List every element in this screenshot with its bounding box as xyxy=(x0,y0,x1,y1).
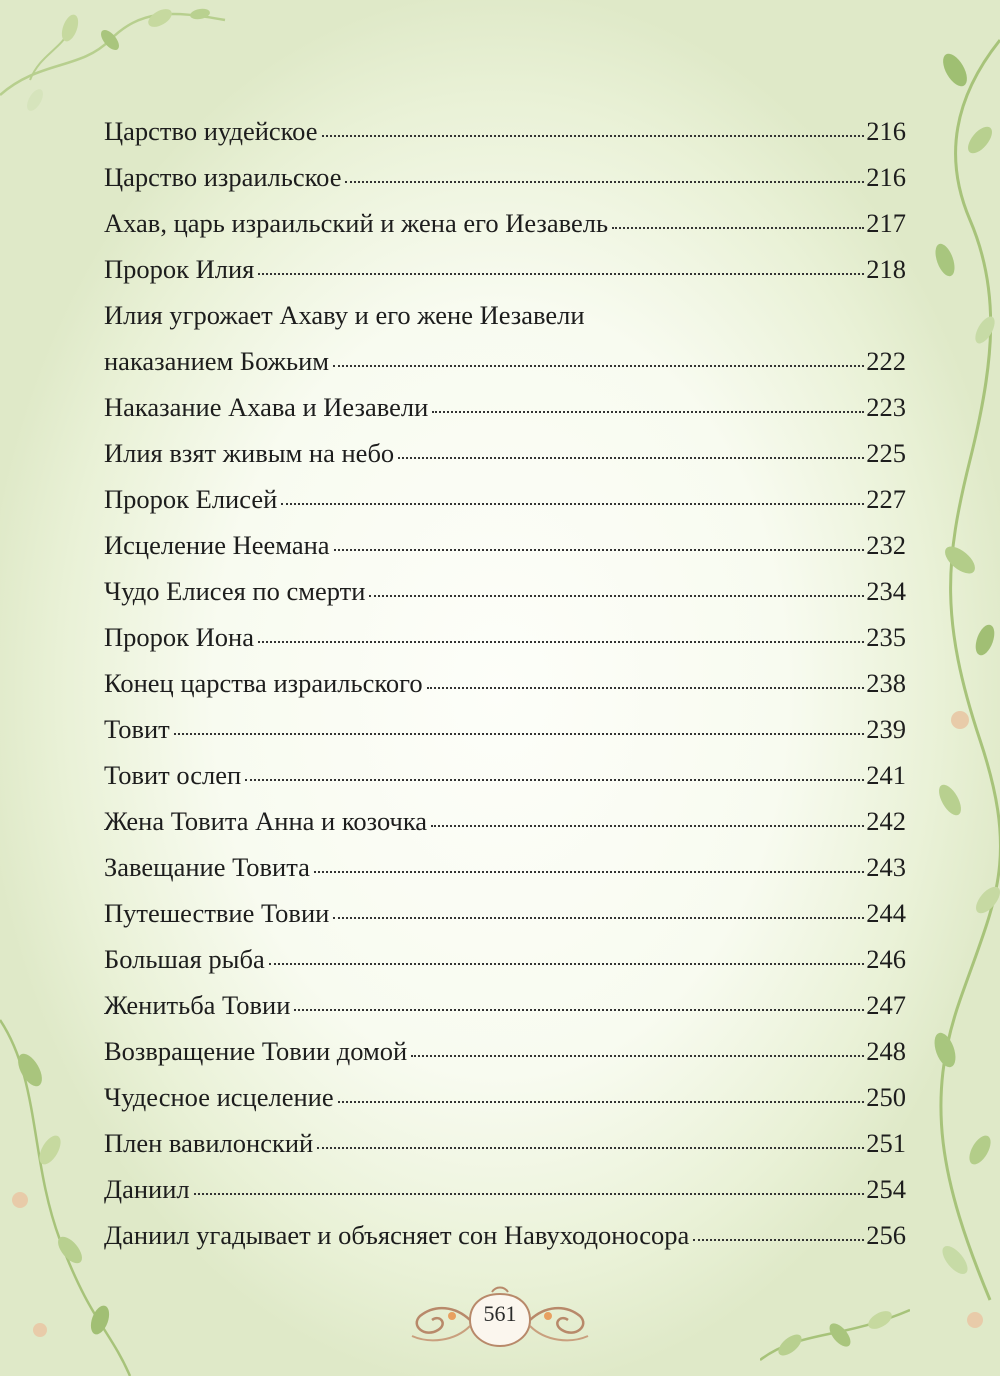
toc-entry-title: Товит xyxy=(104,714,170,744)
toc-entry-title: наказанием Божьим xyxy=(104,346,330,376)
dot-leader xyxy=(411,1049,864,1057)
toc-entry[interactable] xyxy=(104,430,906,476)
dot-leader xyxy=(398,451,864,459)
table-of-contents xyxy=(104,108,906,1258)
dot-leader xyxy=(338,1095,865,1103)
toc-entry-page: 248 xyxy=(866,1036,906,1066)
toc-entry-title: Пророк Елисей xyxy=(104,484,278,514)
dot-leader xyxy=(317,1141,864,1149)
dot-leader xyxy=(194,1187,865,1195)
toc-entry-page: 227 xyxy=(866,484,906,514)
toc-entry-title: Большая рыба xyxy=(104,944,265,974)
toc-entry-page: 232 xyxy=(866,530,906,560)
toc-entry[interactable] xyxy=(104,982,906,1028)
toc-entry-page: 250 xyxy=(866,1082,906,1112)
toc-entry[interactable] xyxy=(104,246,906,292)
toc-entry-title: Илия взят живым на небо xyxy=(104,438,395,468)
toc-entry[interactable] xyxy=(104,338,906,384)
toc-entry-title: Исцеление Неемана xyxy=(104,530,330,560)
toc-entry-title: Женитьба Товии xyxy=(104,990,291,1020)
toc-entry[interactable] xyxy=(104,936,906,982)
dot-leader xyxy=(334,543,865,551)
toc-entry[interactable] xyxy=(104,154,906,200)
toc-entry[interactable] xyxy=(104,522,906,568)
toc-entry-page: 218 xyxy=(866,254,906,284)
dot-leader xyxy=(345,175,864,183)
toc-entry-page: 247 xyxy=(866,990,906,1020)
toc-entry[interactable] xyxy=(104,614,906,660)
dot-leader xyxy=(612,221,864,229)
toc-entry[interactable] xyxy=(104,476,906,522)
toc-entry-page: 239 xyxy=(866,714,906,744)
dot-leader xyxy=(369,589,864,597)
toc-entry-title: Конец царства израильского xyxy=(104,668,423,698)
toc-entry-line1[interactable] xyxy=(104,292,906,338)
toc-entry-page: 241 xyxy=(866,760,906,790)
toc-entry-title: Завещание Товита xyxy=(104,852,310,882)
toc-entry-title: Товит ослеп xyxy=(104,760,242,790)
toc-entry[interactable] xyxy=(104,384,906,430)
dot-leader xyxy=(431,819,864,827)
toc-entry-title: Ахав, царь израильский и жена его Иезавель xyxy=(104,208,609,238)
toc-entry-page: 256 xyxy=(866,1220,906,1250)
dot-leader xyxy=(281,497,864,505)
toc-entry-title: Наказание Ахава и Иезавели xyxy=(104,392,429,422)
toc-entry[interactable] xyxy=(104,844,906,890)
dot-leader xyxy=(258,635,864,643)
toc-entry-title: Чудо Елисея по смерти xyxy=(104,576,366,606)
toc-entry[interactable] xyxy=(104,1074,906,1120)
dot-leader xyxy=(427,681,865,689)
toc-entry[interactable] xyxy=(104,200,906,246)
toc-entry-title: Пророк Иона xyxy=(104,622,254,652)
dot-leader xyxy=(174,727,865,735)
vine-right-decoration xyxy=(900,0,1000,1376)
toc-entry-title: Царство израильское xyxy=(104,162,342,192)
toc-entry-page: 238 xyxy=(866,668,906,698)
toc-entry-title: Жена Товита Анна и козочка xyxy=(104,806,428,836)
toc-entry-page: 223 xyxy=(866,392,906,422)
toc-entry[interactable] xyxy=(104,890,906,936)
toc-entry-page: 216 xyxy=(866,116,906,146)
toc-entry-page: 217 xyxy=(866,208,906,238)
toc-entry[interactable] xyxy=(104,108,906,154)
dot-leader xyxy=(245,773,864,781)
toc-entry-page: 234 xyxy=(866,576,906,606)
toc-entry-page: 251 xyxy=(866,1128,906,1158)
toc-entry[interactable] xyxy=(104,752,906,798)
toc-entry-title-line1: Илия угрожает Ахаву и его жене Иезавели xyxy=(104,300,585,330)
toc-entry-page: 225 xyxy=(866,438,906,468)
toc-entry[interactable] xyxy=(104,568,906,614)
dot-leader xyxy=(269,957,865,965)
dot-leader xyxy=(432,405,864,413)
toc-entry[interactable] xyxy=(104,1166,906,1212)
toc-entry-title: Плен вавилонский xyxy=(104,1128,314,1158)
toc-entry-page: 222 xyxy=(866,346,906,376)
toc-entry-page: 246 xyxy=(866,944,906,974)
dot-leader xyxy=(693,1233,864,1241)
toc-entry[interactable] xyxy=(104,1120,906,1166)
dot-leader xyxy=(258,267,864,275)
toc-entry-page: 243 xyxy=(866,852,906,882)
dot-leader xyxy=(333,359,864,367)
dot-leader xyxy=(314,865,864,873)
dot-leader xyxy=(333,911,864,919)
toc-entry-title: Возвращение Товии домой xyxy=(104,1036,408,1066)
toc-entry[interactable] xyxy=(104,660,906,706)
toc-entry-page: 242 xyxy=(866,806,906,836)
toc-entry-title: Даниил xyxy=(104,1174,190,1204)
toc-entry-page: 244 xyxy=(866,898,906,928)
toc-entry-title: Чудесное исцеление xyxy=(104,1082,334,1112)
toc-entry[interactable] xyxy=(104,706,906,752)
toc-entry[interactable] xyxy=(104,1028,906,1074)
toc-entry-page: 235 xyxy=(866,622,906,652)
dot-leader xyxy=(322,129,865,137)
toc-entry[interactable] xyxy=(104,1212,906,1258)
vine-bottom-right-decoration xyxy=(760,1250,910,1376)
toc-entry-page: 216 xyxy=(866,162,906,192)
toc-entry[interactable] xyxy=(104,798,906,844)
toc-entry-title: Путешествие Товии xyxy=(104,898,330,928)
toc-entry-title: Пророк Илия xyxy=(104,254,255,284)
toc-entry-title: Даниил угадывает и объясняет сон Навуходоносора xyxy=(104,1220,690,1250)
toc-entry-page: 254 xyxy=(866,1174,906,1204)
toc-entry-title: Царство иудейское xyxy=(104,116,318,146)
page-number: 561 xyxy=(483,1301,517,1326)
dot-leader xyxy=(294,1003,864,1011)
